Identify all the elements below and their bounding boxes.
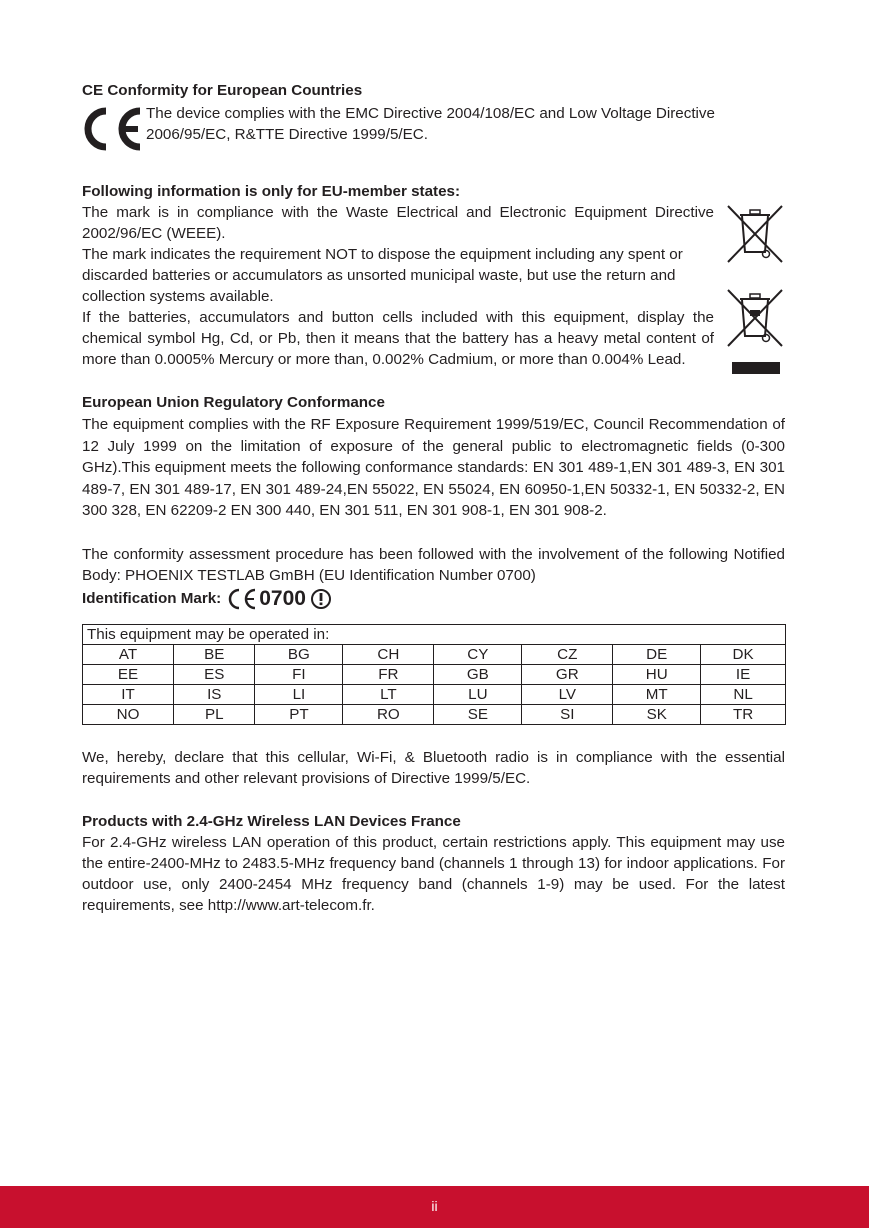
country-cell: GB: [434, 664, 522, 684]
country-cell: DK: [701, 644, 786, 664]
country-cell: GR: [522, 664, 613, 684]
country-cell: BE: [174, 644, 255, 664]
eu-regulatory-paragraph-2: The conformity assessment procedure has been followed with the involvement of the following Notified Body: PHOENIX TESTLAB GmBH (EU Identification Number 0700): [82, 545, 785, 584]
identification-mark: [82, 586, 785, 612]
country-cell: SE: [434, 704, 522, 724]
identification-number: 0700: [259, 587, 306, 610]
country-cell: NL: [701, 684, 786, 704]
country-cell: EE: [83, 664, 174, 684]
country-table: [82, 624, 786, 725]
country-cell: SI: [522, 704, 613, 724]
country-cell: FR: [343, 664, 434, 684]
country-cell: BG: [255, 644, 343, 664]
page-number: ii: [431, 1198, 438, 1214]
weee-paragraph-2: The mark indicates the requirement NOT to dispose the equipment including any spent or discarded batteries or accumulators as unsorted municipal waste, but use the return and collection systems available.: [82, 246, 683, 305]
ce-block: [82, 103, 785, 159]
eu-regulatory-paragraph-1: The equipment complies with the RF Exposure Requirement 1999/519/EC, Council Recommendation of 12 July 1999 on the limitation of exposure of the general public to electromagnetic fields (0-300 GHz).This equipment meets the following conformance standards: EN 301 489-1,EN 301 489-3, EN 301 489-7, EN 301 489-17, EN 301 489-24,EN 55022, EN 55024, EN 60950-1,EN 50332-1, EN 50332-2, EN 300 328, EN 62209-2 EN 300 440, EN 301 511, EN 301 908-1, EN 301 908-2.: [82, 416, 785, 519]
country-table-header: This equipment may be operated in:: [83, 624, 786, 644]
country-cell: LV: [522, 684, 613, 704]
country-cell: HU: [613, 664, 701, 684]
country-cell: SK: [613, 704, 701, 724]
country-cell: IS: [174, 684, 255, 704]
declaration-text: We, hereby, declare that this cellular, Wi-Fi, & Bluetooth radio is in compliance with the essential requirements and other relevant provisions of Directive 1999/5/EC.: [82, 748, 785, 787]
eu-regulatory-title: European Union Regulatory Conformance: [82, 394, 385, 411]
country-cell: PL: [174, 704, 255, 724]
identification-mark-label: Identification Mark:: [82, 590, 222, 607]
country-cell: AT: [83, 644, 174, 664]
country-cell: CY: [434, 644, 522, 664]
country-cell: LT: [343, 684, 434, 704]
country-cell: IT: [83, 684, 174, 704]
table-row: [83, 664, 786, 684]
france-title: Products with 2.4-GHz Wireless LAN Devices France: [82, 812, 461, 830]
footer-bar: [0, 1186, 869, 1228]
weee-block: [82, 202, 785, 370]
weee-paragraph-1: The mark is in compliance with the Waste Electrical and Electronic Equipment Directive 2002/96/EC (WEEE).: [82, 204, 714, 242]
country-cell: CH: [343, 644, 434, 664]
table-row: [83, 704, 786, 724]
country-cell: CZ: [522, 644, 613, 664]
country-cell: FI: [255, 664, 343, 684]
page-content: [82, 80, 785, 916]
ce-section-text: The device complies with the EMC Directive 2004/108/EC and Low Voltage Directive 2006/95/EC, R&TTE Directive 1999/5/EC.: [146, 105, 715, 143]
country-cell: TR: [701, 704, 786, 724]
country-cell: RO: [343, 704, 434, 724]
weee-paragraph-3: If the batteries, accumulators and button cells included with this equipment, display the chemical symbol Hg, Cd, or Pb, then it means that the battery has a heavy metal content of more than 0.0005% Mercury or more than, 0.002% Cadmium, or more than 0.004% Lead.: [82, 309, 714, 368]
ce-mark-icon: [82, 107, 144, 151]
country-cell: PT: [255, 704, 343, 724]
country-cell: ES: [174, 664, 255, 684]
country-cell: LI: [255, 684, 343, 704]
eu-member-title: Following information is only for EU-member states:: [82, 183, 461, 200]
country-cell: DE: [613, 644, 701, 664]
country-cell: NO: [83, 704, 174, 724]
france-text: For 2.4-GHz wireless LAN operation of this product, certain restrictions apply. This equipment may use the entire-2400-MHz to 2483.5-MHz frequency band (channels 1 through 13) for indoor applications. For outdoor use, only 2400-2454 MHz frequency band (channels 1-9) may be used. For the latest requirements, see http://www.art-telecom.fr.: [82, 833, 785, 914]
ce-mark-icon: [227, 588, 257, 610]
country-cell: MT: [613, 684, 701, 704]
weee-bin-icon: [726, 204, 784, 264]
weee-bin-battery-icon: [726, 288, 784, 348]
alert-circle-icon: [310, 588, 332, 610]
weee-bar: [732, 362, 780, 374]
country-cell: IE: [701, 664, 786, 684]
ce-section-title: CE Conformity for European Countries: [82, 82, 363, 99]
country-cell: LU: [434, 684, 522, 704]
table-row: [83, 644, 786, 664]
table-row: [83, 684, 786, 704]
